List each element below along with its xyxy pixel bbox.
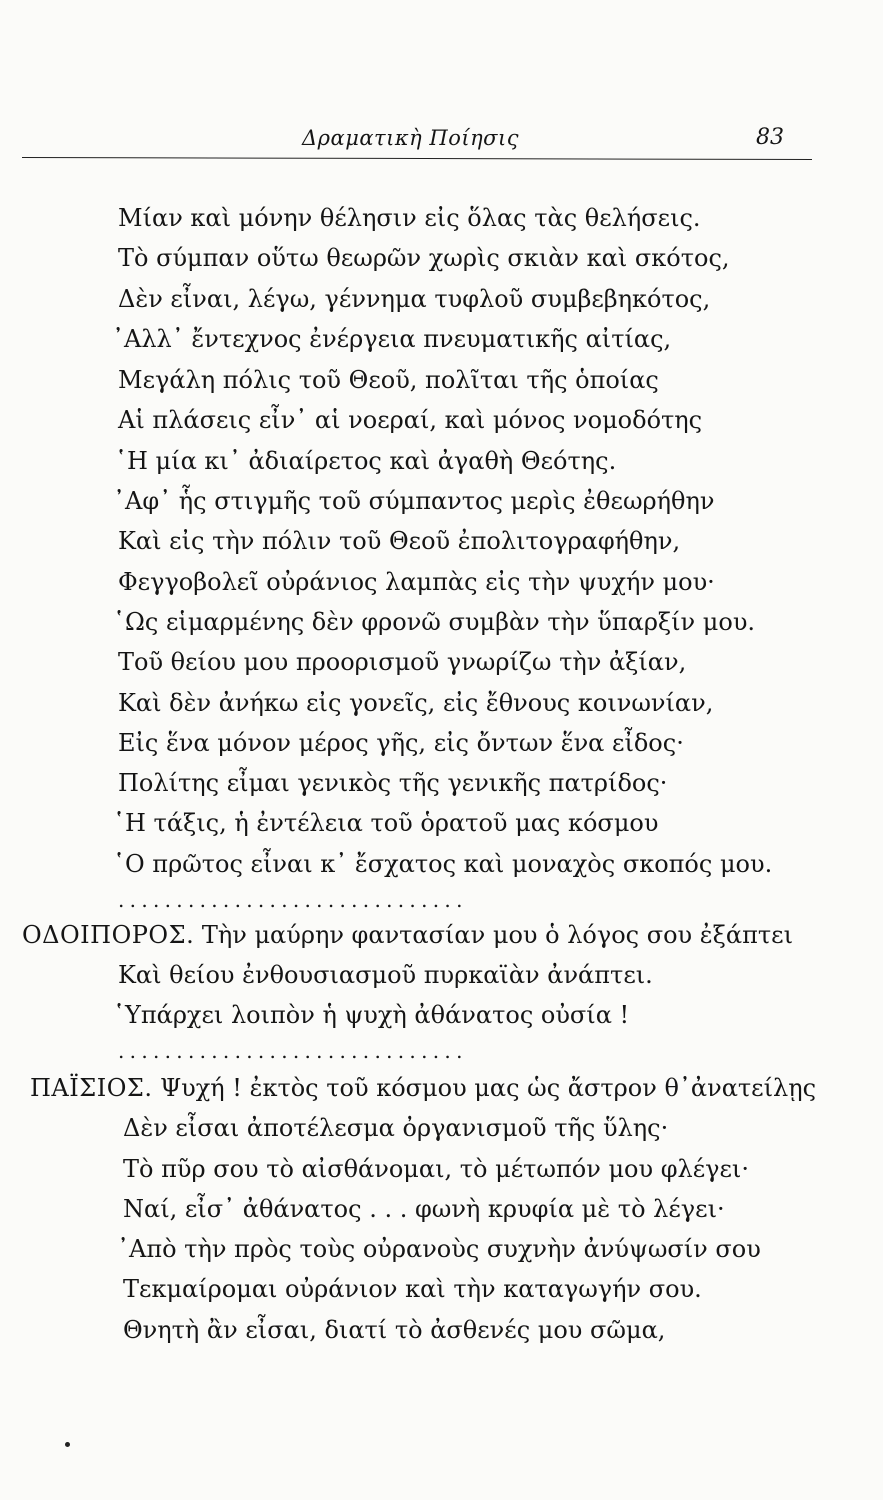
verse-line: ῾Η τάξις, ἡ ἐντέλεια τοῦ ὁρατοῦ μας κόσμου xyxy=(113,809,659,837)
verse-line: Μεγάλη πόλις τοῦ Θεοῦ, πολῖται τῆς ὁποίας xyxy=(118,366,659,394)
speech-first-line xyxy=(30,1073,816,1103)
verse-line: Τοῦ θείου μου προορισμοῦ γνωρίζω τὴν ἀξίαν, xyxy=(118,648,687,676)
ink-speck xyxy=(65,1442,70,1447)
verse-line: Μίαν καὶ μόνην θέλησιν εἰς ὅλας τὰς θελήσεις. xyxy=(118,204,701,232)
page-number: 83 xyxy=(756,125,784,150)
verse-line: Καὶ δὲν ἀνήκω εἰς γονεῖς, εἰς ἔθνους κοινωνίαν, xyxy=(118,689,714,717)
verse-line: Εἰς ἕνα μόνον μέρος γῆς, εἰς ὄντων ἕνα εἶδος· xyxy=(118,729,684,757)
verse-line: Καὶ εἰς τὴν πόλιν τοῦ Θεοῦ ἐπολιτογραφήθην, xyxy=(118,527,681,555)
verse-line: Καὶ θείου ἐνθουσιασμοῦ πυρκαϊὰν ἀνάπτει. xyxy=(118,961,653,989)
verse-line: Φεγγοβολεῖ οὐράνιος λαμπὰς εἰς τὴν ψυχήν μου· xyxy=(118,568,715,596)
verse-line: Τὸ πῦρ σου τὸ αἰσθάνομαι, τὸ μέτωπόν μου φλέγει· xyxy=(123,1155,749,1183)
speaker-name: ΠΑΪΣΙΟΣ. xyxy=(30,1074,153,1102)
verse-line: ῾Ως εἱμαρμένης δὲν φρονῶ συμβὰν τὴν ὕπαρξίν μου. xyxy=(113,608,756,636)
running-header-title: Δραματικὴ Ποίησις xyxy=(302,126,520,150)
ellipsis-separator: .............................. xyxy=(118,1039,468,1063)
speech-first-line xyxy=(22,920,793,950)
verse-line: ῾Ο πρῶτος εἶναι κ᾿ ἔσχατος καὶ μοναχὸς σκοπός μου. xyxy=(113,850,773,878)
verse-line: ᾿Αφ᾿ ἧς στιγμῆς τοῦ σύμπαντος μερὶς ἐθεωρήθην xyxy=(113,487,715,515)
verse-line: ῾Υπάρχει λοιπὸν ἡ ψυχὴ ἀθάνατος οὐσία ! xyxy=(113,1001,630,1029)
ellipsis-separator: .............................. xyxy=(118,888,468,912)
verse-text: Ψυχή ! ἐκτὸς τοῦ κόσμου μας ὡς ἄστρον θ᾿ἀνατείλῃς xyxy=(160,1074,817,1102)
verse-line: Αἱ πλάσεις εἶν᾿ αἱ νοεραί, καὶ μόνος νομοδότης xyxy=(118,406,703,434)
verse-line: Πολίτης εἶμαι γενικὸς τῆς γενικῆς πατρίδος· xyxy=(118,769,668,797)
speaker-name: ΟΔΟΙΠΟΡΟΣ. xyxy=(22,921,195,949)
verse-text: Τὴν μαύρην φαντασίαν μου ὁ λόγος σου ἐξάπτει xyxy=(201,921,793,949)
verse-line: Τὸ σύμπαν οὕτω θεωρῶν χωρὶς σκιὰν καὶ σκότος, xyxy=(118,244,730,272)
verse-line: Δὲν εἶσαι ἀποτέλεσμα ὀργανισμοῦ τῆς ὕλης· xyxy=(123,1114,669,1142)
verse-line: ῾Η μία κι᾿ ἀδιαίρετος καὶ ἀγαθὴ Θεότης. xyxy=(115,447,617,475)
verse-line: ᾿Απὸ τὴν πρὸς τοὺς οὐρανοὺς συχνὴν ἀνύψωσίν σου xyxy=(117,1235,761,1263)
header-rule xyxy=(22,157,812,160)
verse-line: Θνητὴ ἂν εἶσαι, διατί τὸ ἀσθενές μου σῶμα, xyxy=(123,1316,666,1344)
verse-line: Ναί, εἶσ᾿ ἀθάνατος . . . φωνὴ κρυφία μὲ τὸ λέγει· xyxy=(123,1195,725,1223)
verse-line: ᾿Αλλ᾿ ἔντεχνος ἐνέργεια πνευματικῆς αἰτίας, xyxy=(112,325,672,353)
verse-line: Τεκμαίρομαι οὐράνιον καὶ τὴν καταγωγήν σου. xyxy=(123,1275,702,1303)
verse-line: Δὲν εἶναι, λέγω, γέννημα τυφλοῦ συμβεβηκότος, xyxy=(118,285,711,313)
